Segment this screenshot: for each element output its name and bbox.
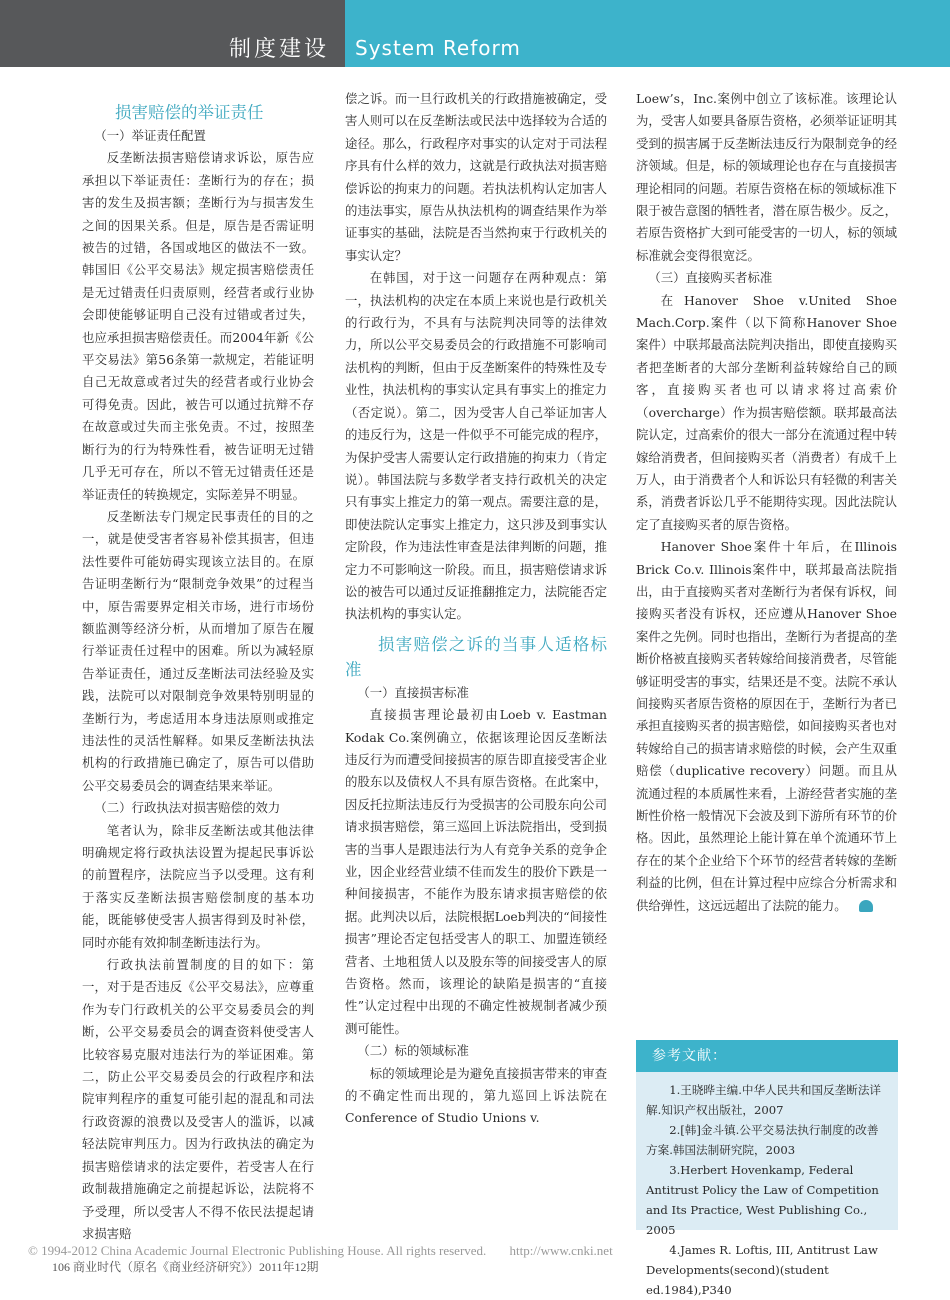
reference-item: 3.Herbert Hovenkamp, Federal Antitrust Policy the Law of Competition and Its Practice, West Publishing Co., 2005 <box>646 1163 879 1237</box>
subsection-heading: （一）举证责任配置 <box>94 128 206 143</box>
paragraph: 在Hanover Shoe v.United Shoe Mach.Corp.案件（以下简称Hanover Shoe案件）中联邦最高法院判决指出，即使直接购买者把垄断者的大部分垄断利益转嫁给自己的顾客，直接购买者也可以请求将过高索价（overcharge）作为损害赔偿额。联邦最高法院认定，过高索价的很大一部分在流通过程中转嫁给消费者，但间接购买者（消费者）有成千上万人，由于消费者个人和诉讼只有轻微的利害关系，消费者诉讼几乎不能期待实现。因此法院认定了直接购买者的原告资格。 <box>636 292 897 532</box>
paragraph: 标的领域理论是为避免直接损害带来的审查的不确定性而出现的，第九巡回上诉法院在Conference of Studio Unions v. <box>345 1065 607 1126</box>
column-1 <box>82 93 314 1245</box>
section-title-cn: 制度建设 <box>228 37 329 62</box>
reference-item: 2.[韩]金斗镇.公平交易法执行制度的改善方案.韩国法制研究院，2003 <box>646 1123 879 1157</box>
paragraph: 反垄断法专门规定民事责任的目的之一，就是使受害者容易补偿其损害，但违法性要件可能妨碍实现该立法目的。在原告证明垄断行为“限制竞争效果”的过程当中，原告需要界定相关市场，进行市场份额监测等经济分析，从而增加了原告在履行举证责任过程中的困难。所以为减轻原告举证责任，通过反垄断法司法经验及实践，法院可以对限制竞争效果特别明显的垄断行为，考虑适用本身违法原则或推定违法性的灵活性解释。如果反垄断法执法机构的行政措施已确定了，原告可以借助公平交易委员会的调查结果来举证。 <box>82 508 314 793</box>
column-2 <box>345 88 607 1130</box>
reference-item: 4.James R. Loftis, III, Antitrust Law Developments(second)(student ed.1984),P340 <box>646 1243 878 1297</box>
paragraph: 行政执法前置制度的目的如下：第一，对于是否违反《公平交易法》，应尊重作为专门行政机关的公平交易委员会的判断，公平交易委员会的调查资料使受害人比较容易克服对违法行为的举证困难。第二，防止公平交易委员会的行政程序和法院审判程序的重复可能引起的混乱和司法行政资源的浪费以及受害人的滥诉，以减轻法院审判压力。因为行政执法的确定为损害赔偿请求的法定要件，若受害人在行政制裁措施确定之前提起诉讼，法院将不予受理，所以受害人不得不依民法提起请求损害赔 <box>82 957 314 1241</box>
paragraph: 笔者认为，除非反垄断法或其他法律明确规定将行政执法设置为提起民事诉讼的前置程序，法院应当予以受理。这有利于落实反垄断法损害赔偿制度的基本功能，既能够使受害人损害得到及时补偿，同时亦能有效抑制垄断违法行为。 <box>82 822 314 950</box>
paragraph: 反垄断法损害赔偿请求诉讼，原告应承担以下举证责任：垄断行为的存在；损害的发生及损害额；垄断行为与损害发生之间的因果关系。但是，原告是否需证明被告的过错，各国或地区的做法不一致。韩国旧《公平交易法》规定损害赔偿责任是无过错责任归责原则，经营者或行业协会即使能够证明自己没有过错或者过失，也应承担损害赔偿责任。而2004年新《公平交易法》第56条第一款规定，若能证明自己无故意或者过失的经营者或行业协会可得免责。因此，被告可以通过抗辩不存在故意或过失而主张免责。不过，按照垄断行为的行为特殊性看，被告证明无过错几乎无可存在，所以不管无过错责任还是举证责任的转换规定，实际差异不明显。 <box>82 150 314 502</box>
page-info: 106 商业时代（原名《商业经济研究》）2011年12期 <box>52 1260 319 1274</box>
subsection-heading: （一）直接损害标准 <box>357 684 469 700</box>
paragraph: 在韩国，对于这一问题存在两种观点：第一，执法机构的决定在本质上来说也是行政机关的行政行为，不具有与法院判决同等的法律效力，所以公平交易委员会的行政措施不可影响司法机构的判断，但由于反垄断案件的特殊性及专业性，执法机构的事实认定具有事实上的推定力（否定说）。第二，因为受害人自己举证加害人的违反行为，这是一件似乎不可能完成的程序，为保护受害人需要认定行政措施的拘束力（肯定说）。韩国法院与多数学者支持行政机关的决定只有事实上推定力的第一观点。需要注意的是，即使法院认定事实上推定力，这只涉及到事实认定阶段，作为违法性审查是法律判断的问题，推定力不可影响这一阶段。而且，损害赔偿请求诉讼的被告可以通过反证推翻推定力，法院能否定执法机构的事实认定。 <box>345 270 607 622</box>
paragraph: 偿之诉。而一旦行政机关的行政措施被确定，受害人则可以在反垄断法或民法中选择较为合适的途径。那么，行政程序对事实的认定对于司法程序具有什么样的效力，这就是行政执法对损害赔偿诉讼的拘束力的问题。若执法机构认定加害人的违法事实，原告从执法机构的调查结果作为举证事实的基础，法院是否当然拘束于行政机关的事实认定？ <box>345 91 607 263</box>
footer-url[interactable]: http://www.cnki.net <box>509 1243 613 1258</box>
footer-copyright: © 1994-2012 China Academic Journal Electronic Publishing House. All rights reserved. <box>28 1243 487 1258</box>
reference-item: 1.王晓晔主编.中华人民共和国反垄断法详解.知识产权出版社，2007 <box>646 1083 882 1117</box>
paragraph-text: Hanover Shoe案件十年后，在Illinois Brick Co.v. Illinois案件中，联邦最高法院指出，由于直接购买者对垄断行为者保有诉权，间接购买者没有诉权，还应遵从Hanover Shoe案件之先例。同时也指出，垄断行为者提高的垄断价格被直接购买者转嫁给间接消费者，尽管能够证明受害的事实，结果还是不变。法院不承认间接购买者原告资格的原因在于，垄断行为者已承担直接购买者的损害赔偿，如间接购买者也对转嫁给自己的损害请求赔偿的时候，会产生双重赔偿（duplicative recovery）问题。而且从流通过程的本质属性来看，上游经营者实施的垄断性价格一般情况下会波及到下游所有环节的价格。因此，虽然理论上能计算在单个流通环节上存在的某个企业给下个环节的经营者转嫁的垄断利益的比例，但在计算过程中应综合分析需求和供给弹性，这远远超出了法院的能力。 <box>636 539 897 913</box>
section-title-en: System Reform <box>355 36 521 60</box>
header-accent-band <box>345 0 950 67</box>
subsection-heading: （三）直接购买者标准 <box>648 270 773 286</box>
references-title: 参考文献： <box>636 1040 898 1072</box>
subsection-heading: （二）行政执法对损害赔偿的效力 <box>94 800 281 816</box>
paragraph <box>636 536 897 917</box>
paragraph: Loew’s，Inc.案例中创立了该标准。该理论认为，受害人如要具备原告资格，必须举证证明其受到的损害属于反垄断法违反行为限制竞争的经济领域。但是，标的领域理论也存在与直接损害理论相同的问题。若原告资格在标的领域标准下限于被告意图的牺牲者，潜在原告极少。反之，若原告资格扩大到可能受害的一切人，标的领域标准就会变得很宽泛。 <box>636 91 897 263</box>
end-of-article-icon <box>859 900 873 912</box>
references-list <box>636 1072 898 1300</box>
paragraph: 直接损害理论最初由Loeb v. Eastman Kodak Co.案例确立，依据该理论因反垄断法违反行为而遭受间接损害的原告即直接受害企业的股东以及债权人不具有原告资格。在此案中，因反托拉斯法违反行为受损害的公司股东向公司请求损害赔偿，第三巡回上诉法院指出，受到损害的当事人是跟违法行为人有竞争关系的竞争企业，因企业经营业绩不佳而发生的股价下跌是一种间接损害，不能作为股东请求损害赔偿的依据。此判决以后，法院根据Loeb判决的“间接性损害”理论否定包括受害人的职工、加盟连锁经营者、土地租赁人以及股东等的间接受害人的原告资格。然而，该理论的缺陷是损害的“直接性”认定过程中出现的不确定性被规制者减少预测可能性。 <box>345 707 607 1036</box>
column-3 <box>636 88 897 917</box>
page-header <box>0 0 950 67</box>
section-heading: 损害赔偿之诉的当事人适格标准 <box>345 634 607 679</box>
page-footer <box>28 1243 613 1259</box>
references-box <box>636 1040 898 1297</box>
section-heading: 损害赔偿的举证责任 <box>115 103 264 122</box>
subsection-heading: （二）标的领域标准 <box>357 1043 469 1059</box>
header-dark-band <box>0 0 345 67</box>
